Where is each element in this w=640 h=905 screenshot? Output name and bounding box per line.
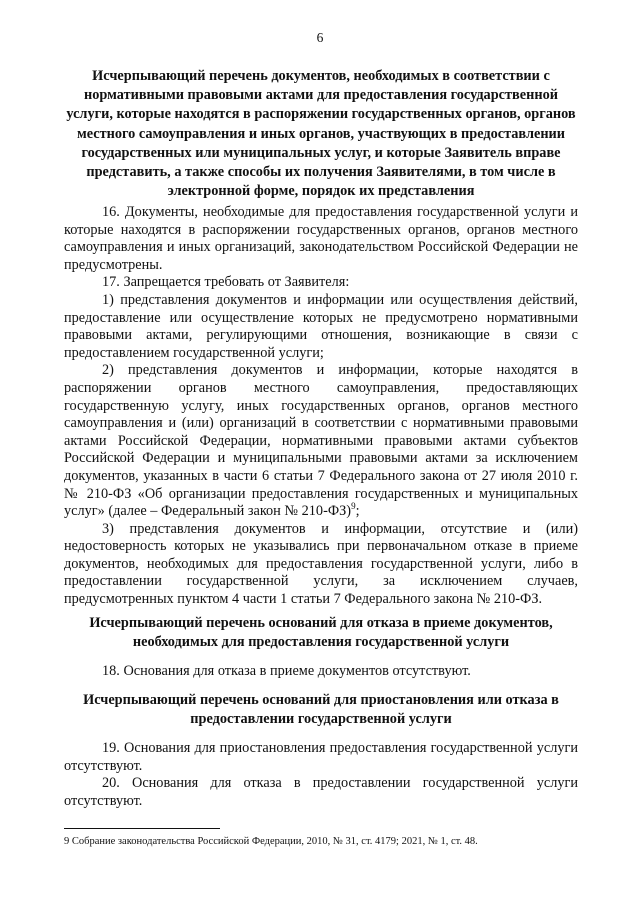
paragraph-17-item-2-end: ; [355,503,360,520]
paragraph-17-item-1: 1) представления документов и информации или осуществления действий, предоставление или осуществление которых не предусмотрено нормативными правовыми актами, регулирующими отношения, возникающие в связи с предоставлением государственной услуги; [64,291,578,361]
paragraph-17-item-2-text: 2) представления документов и информации, которые находятся в распоряжении органов местного самоуправления, предоставляющих государственную услугу, иных государственных органов, органов местного самоуправления и (или) организаций в соответствии с нормативными правовыми актами Российской Федерации, нормативными правовыми актами субъектов Российской Федерации и муниципальными правовыми актами за исключением документов, указанных в части 6 статьи 7 Федерального закона от 27 июля 2010 г. № 210-ФЗ «Об организации предоставления государственных и муниципальных услуг» (далее – Федеральный закон № 210-ФЗ) [64,362,578,520]
section-body-documents [64,204,578,609]
footnote-reference: 9 [351,501,356,512]
paragraph-20: 20. Основания для отказа в предоставлении государственной услуги отсутствуют. [64,775,578,809]
paragraph-17-item-3: 3) представления документов и информации, отсутствие и (или) недостоверность которых не указывались при первоначальном отказе в приеме документов, необходимых для предоставления государственной услуги, либо в предоставлении государственной услуги, за исключением случаев, предусмотренных пунктом 4 части 1 статьи 7 Федерального закона № 210-ФЗ. [64,520,578,608]
paragraph-17: 17. Запрещается требовать от Заявителя: [102,274,350,291]
paragraph-17-item-2 [64,362,578,520]
section-title-documents: Исчерпывающий перечень документов, необходимых в соответствии с нормативными правовыми актами для предоставления государственной услуги, которые находятся в распоряжении государственных органов, органов местного самоуправления и иных органов, участвующих в предоставлении государственных или муниципальных услуг, и которые Заявитель вправе представить, а также способы их получения Заявителями, в том числе в электронной форме, порядок их представления [66,68,576,200]
section-title-refusal-acceptance: Исчерпывающий перечень оснований для отказа в приеме документов, необходимых для предоставления государственной услуги [89,615,553,651]
section-body-suspension [64,740,578,810]
footnote: 9 Собрание законодательства Российской Федерации, 2010, № 31, ст. 4179; 2021, № 1, ст. 48. [64,836,478,847]
page-number: 6 [316,30,324,45]
paragraph-19: 19. Основания для приостановления предоставления государственной услуги отсутствуют. [64,740,578,774]
footnote-divider [64,828,220,829]
paragraph-18: 18. Основания для отказа в приеме документов отсутствуют. [102,663,471,679]
section-title-suspension: Исчерпывающий перечень оснований для приостановления или отказа в предоставлении государственной услуги [83,692,559,728]
paragraph-16: 16. Документы, необходимые для предоставления государственной услуги и которые находятся в распоряжении государственных органов, органов местного самоуправления и иных организаций, законодательством Российской Федерации не предусмотрены. [64,204,578,273]
section-body-refusal-acceptance [64,663,578,681]
